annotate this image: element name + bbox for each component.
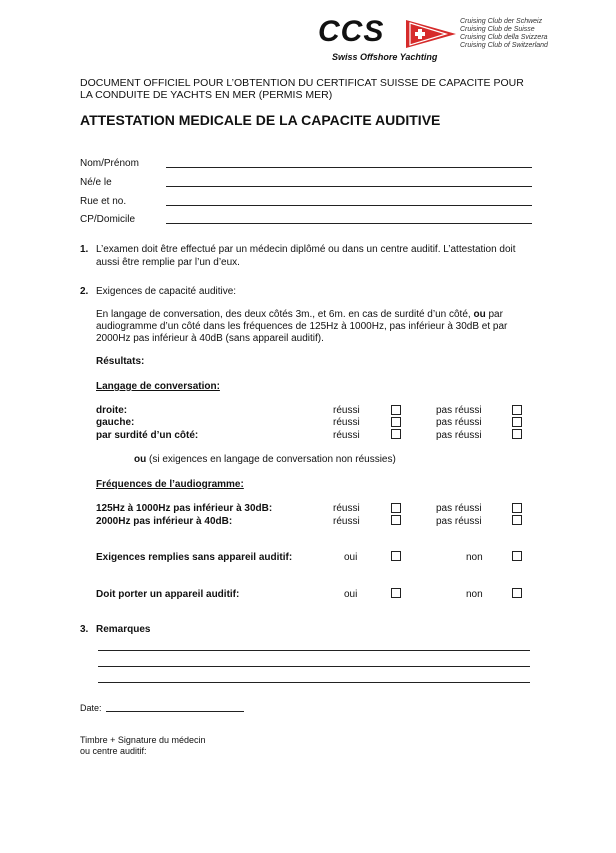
device-label: Doit porter un appareil auditif: [96,589,240,600]
one-side-pass-checkbox[interactable] [391,429,401,439]
section-2-title: Exigences de capacité auditive: [96,286,237,297]
conversation-heading: Langage de conversation: [96,381,220,392]
paragraph-line-1c: par [488,309,503,320]
pass-label: réussi [333,417,360,428]
remarks-line[interactable] [98,666,530,667]
logo-tagline: Swiss Offshore Yachting [332,52,438,62]
freq-high-fail-checkbox[interactable] [512,515,522,525]
requirements-yes-checkbox[interactable] [391,551,401,561]
name-field[interactable] [166,167,532,168]
field-label-birthdate: Né/e le [80,177,112,188]
section-1-text [96,244,516,256]
device-yes-checkbox[interactable] [391,588,401,598]
pass-label: réussi [333,405,360,416]
signature-line-1: Timbre + Signature du médecin [80,735,206,745]
club-names [460,18,548,50]
requirements-no-checkbox[interactable] [512,551,522,561]
signature-line-2: ou centre auditif: [80,746,147,756]
audiogram-heading: Fréquences de l’audiogramme: [96,479,244,490]
freq-high-pass-checkbox[interactable] [391,515,401,525]
left-fail-checkbox[interactable] [512,417,522,427]
paragraph-line-1a: En langage de conversation, des deux côtés 3m., et 6m. en cas de surdité d’un côté, [96,309,471,320]
remarks-line[interactable] [98,650,530,651]
section-3-number: 3. [80,624,89,635]
freq-low-fail-checkbox[interactable] [512,503,522,513]
pass-label: réussi [333,430,360,441]
paragraph-line-3: 2000Hz pas inférieur à 40dB (sans appareil auditif). [96,333,324,344]
right-fail-checkbox[interactable] [512,405,522,415]
section-2-number: 2. [80,286,89,297]
fail-label: pas réussi [436,516,482,527]
paragraph-line-2: audiogramme d’un côté dans les fréquences de 125Hz à 1000Hz, pas inférieur à 30dB et par [96,321,508,332]
device-yes-label: oui [344,589,358,600]
one-side-fail-checkbox[interactable] [512,429,522,439]
requirements-no-label: non [466,552,483,563]
conversation-row-label: par surdité d’un côté: [96,430,199,441]
right-pass-checkbox[interactable] [391,405,401,415]
ccs-logo [318,15,458,64]
city-field[interactable] [166,223,532,224]
fail-label: pas réussi [436,503,482,514]
paragraph-line-1 [96,309,546,321]
audiogram-row-label: 2000Hz pas inférieur à 40dB: [96,516,233,527]
or-note-text: (si exigences en langage de conversation non réussies) [149,454,396,465]
requirements-yes-label: oui [344,552,358,563]
requirements-paragraph [96,309,546,345]
header-line-1: DOCUMENT OFFICIEL POUR L’OBTENTION DU CERTIFICAT SUISSE DE CAPACITE POUR [80,77,524,89]
conversation-row-label: gauche: [96,417,135,428]
birthdate-field[interactable] [166,186,532,187]
remarks-line[interactable] [98,682,530,683]
fail-label: pas réussi [436,405,482,416]
swiss-flag-pennant-icon [406,20,456,48]
freq-low-pass-checkbox[interactable] [391,503,401,513]
field-label-street: Rue et no. [80,196,127,207]
header-line-2: LA CONDUITE DE YACHTS EN MER (PERMIS MER) [80,89,333,101]
or-note [134,454,396,466]
device-no-checkbox[interactable] [512,588,522,598]
requirements-label: Exigences remplies sans appareil auditif: [96,552,293,563]
club-name: Cruising Club der Schweiz [460,18,543,25]
page-title: ATTESTATION MEDICALE DE LA CAPACITE AUDITIVE [80,112,441,128]
section-1-line-2: aussi être remplie par l’un d’eux. [96,257,240,268]
club-name: Cruising Club de Suisse [460,26,535,33]
pass-label: réussi [333,516,360,527]
paragraph-or: ou [473,309,486,320]
or-note-bold: ou [134,454,147,465]
section-3-title: Remarques [96,624,151,635]
results-label: Résultats: [96,356,145,367]
street-field[interactable] [166,205,532,206]
signature-label [80,735,205,757]
club-name: Cruising Club della Svizzera [460,34,548,41]
device-no-label: non [466,589,483,600]
field-label-name: Nom/Prénom [80,158,139,169]
conversation-row-label: droite: [96,405,128,416]
audiogram-row-label: 125Hz à 1000Hz pas inférieur à 30dB: [96,503,273,514]
logo-text: CCS [318,15,385,48]
document-header [80,77,524,101]
section-1-number: 1. [80,244,89,255]
fail-label: pas réussi [436,417,482,428]
date-field[interactable] [106,711,244,712]
left-pass-checkbox[interactable] [391,417,401,427]
club-name: Cruising Club of Switzerland [460,42,548,49]
section-1-line-1: L’examen doit être effectué par un médecin diplômé ou dans un centre auditif. L’attestation doit [96,244,516,255]
pass-label: réussi [333,503,360,514]
date-label: Date: [80,703,102,713]
field-label-city: CP/Domicile [80,214,136,225]
fail-label: pas réussi [436,430,482,441]
